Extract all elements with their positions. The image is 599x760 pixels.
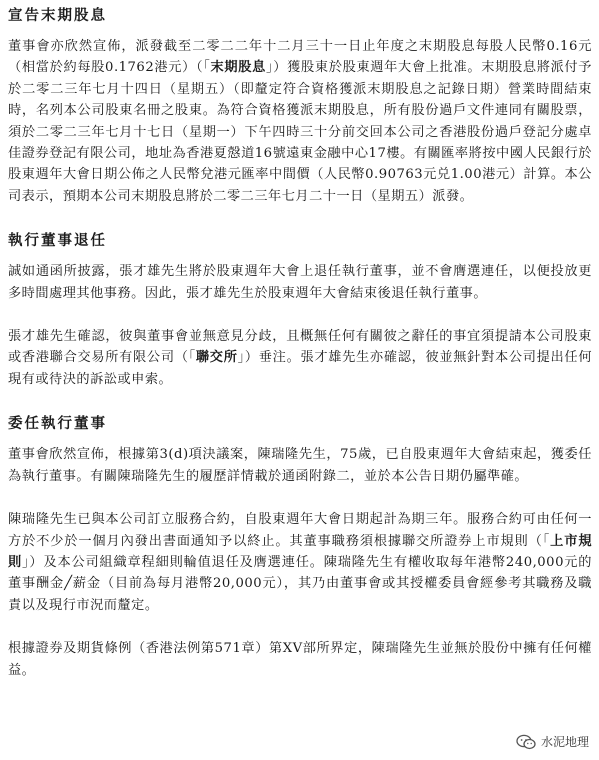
text-run: 董事會亦欣然宣佈，派發截至二零二二年十二月三十一日止年度之末期股息每股人民幣0.16元（相當於約每股0.1762港元）（「: [8, 39, 592, 76]
paragraph-retirement-1: 誠如通函所披露，張才雄先生將於股東週年大會上退任執行董事，並不會膺選連任，以便投放更多時間處理其他事務。因此，張才雄先生於股東週年大會結束後退任執行董事。: [8, 264, 592, 301]
section-title-final-dividend: 宣告末期股息: [8, 8, 107, 24]
text-run: 張才雄先生確認，彼與董事會並無意見分歧，且概無任何有關彼之辭任的事宜須提請本公司股東或香港聯合交易所有限公司（「: [8, 329, 592, 366]
text-run: 」）獲股東於股東週年大會上批准。末期股息將派付予於二零二三年七月十四日（星期五）（即釐定符合資格獲派末期股息之記錄日期）營業時間結束時，名列本公司股東名冊之股東。為符合資格獲派末期股息，所有股份過戶文件連同有關股票，須於二零二三年七月十七日（星期一）下午四時三十分前交回本公司之香港股份過戶登記分處卓佳證券登記有限公司，地址為香港夏慤道16號遠東金融中心17樓。有關匯率將按中國人民銀行於股東週年大會日期公佈之人民幣兌港元匯率中間價（人民幣0.90763元兑1.00港元）計算。本公司表示，預期本公司末期股息將於二零二三年七月二十一日（星期五）派發。: [8, 60, 592, 204]
defined-term-final-dividend: 末期股息: [210, 60, 266, 76]
paragraph-appointment-3: 根據證券及期貨條例（香港法例第571章）第XV部所界定，陳瑞隆先生並無於股份中擁有任何權益。: [8, 641, 592, 678]
text-run: 陳瑞隆先生已與本公司訂立服務合約，自股東週年大會日期起計為期三年。服務合約可由任何一方於不少於一個月內發出書面通知予以終止。其董事職務須根據聯交所證券上市規則（「: [8, 512, 592, 549]
wechat-icon: [516, 734, 536, 750]
paragraph-appointment-1: 董事會欣然宣佈，根據第3(d)項決議案，陳瑞隆先生，75歲，已自股東週年大會結束起，獲委任為執行董事。有關陳瑞隆先生的履歷詳情載於通函附錄二，並於本公告日期仍屬準確。: [8, 447, 592, 484]
paragraph-appointment-2: [8, 509, 592, 616]
paragraph-retirement-2: [8, 326, 592, 390]
section-title-director-retirement: 執行董事退任: [8, 233, 107, 250]
defined-term-stock-exchange: 聯交所: [195, 350, 238, 366]
defined-term-listing-rules: 上市規則: [8, 533, 593, 570]
text-run: 」）及本公司組織章程細則輪值退任及膺選連任。陳瑞隆先生有權收取每年港幣240,000元的董事酬金╱薪金（目前為每月港幣20,000元），其乃由董事會或其授權委員會經參考其職務及職責以及現行市況而釐定。: [8, 554, 592, 613]
watermark-text: 水泥地理: [540, 735, 589, 749]
section-title-director-appointment: 委任執行董事: [8, 416, 107, 433]
watermark: [516, 733, 589, 750]
document-body: [8, 6, 592, 681]
text-run: 」）垂注。張才雄先生亦確認，彼並無針對本公司提出任何現有或待決的訴訟或申索。: [8, 350, 593, 387]
paragraph-final-dividend: [8, 36, 592, 207]
